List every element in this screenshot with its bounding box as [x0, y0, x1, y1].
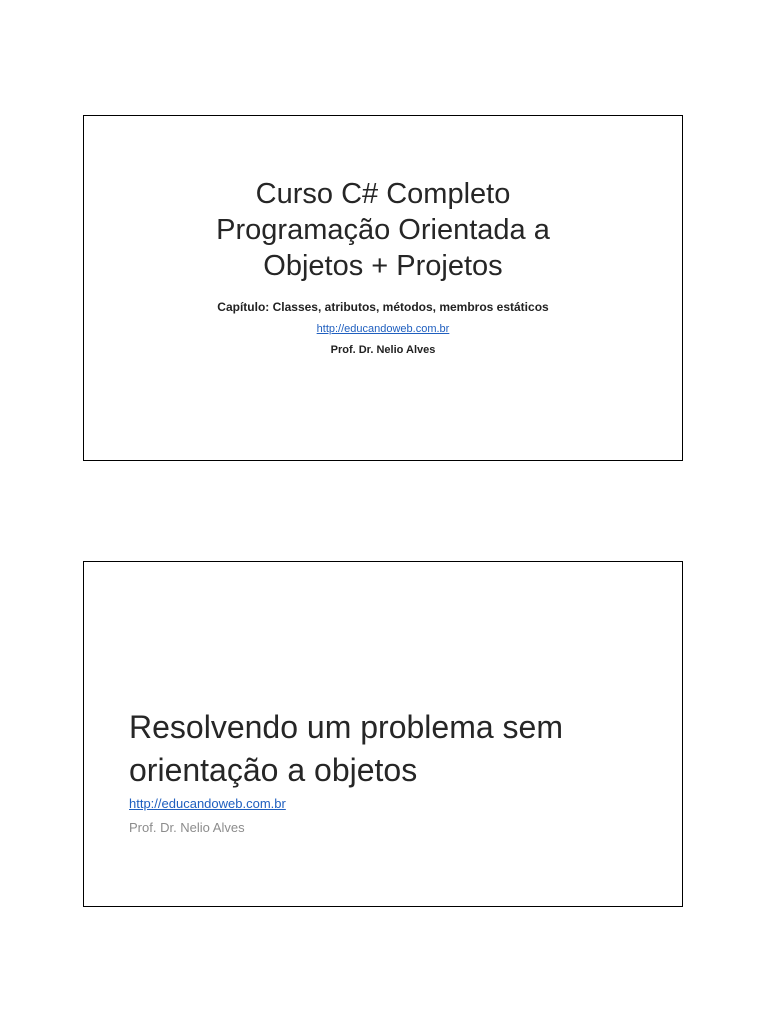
slide-1-title-line-1: Curso C# Completo — [255, 178, 511, 210]
slide-2-title — [129, 706, 669, 792]
slide-1 — [83, 115, 683, 461]
slide-1-author: Prof. Dr. Nelio Alves — [330, 344, 436, 356]
slide-1-title-line-2: Programação Orientada a — [216, 214, 550, 246]
slide-2-author: Prof. Dr. Nelio Alves — [129, 820, 245, 835]
slide-2-link[interactable]: http://educandoweb.com.br — [129, 796, 286, 811]
slide-1-link[interactable]: http://educandoweb.com.br — [316, 323, 450, 335]
slide-1-title-line-3: Objetos + Projetos — [263, 250, 503, 282]
slide-1-chapter: Capítulo: Classes, atributos, métodos, membros estáticos — [217, 300, 549, 314]
slide-2 — [83, 561, 683, 907]
slide-2-title-line-2: orientação a objetos — [129, 752, 418, 788]
slide-1-link-container — [84, 323, 682, 335]
slide-2-title-line-1: Resolvendo um problema sem — [129, 709, 563, 745]
slide-1-title — [84, 176, 682, 284]
slide-2-link-container — [129, 796, 286, 811]
